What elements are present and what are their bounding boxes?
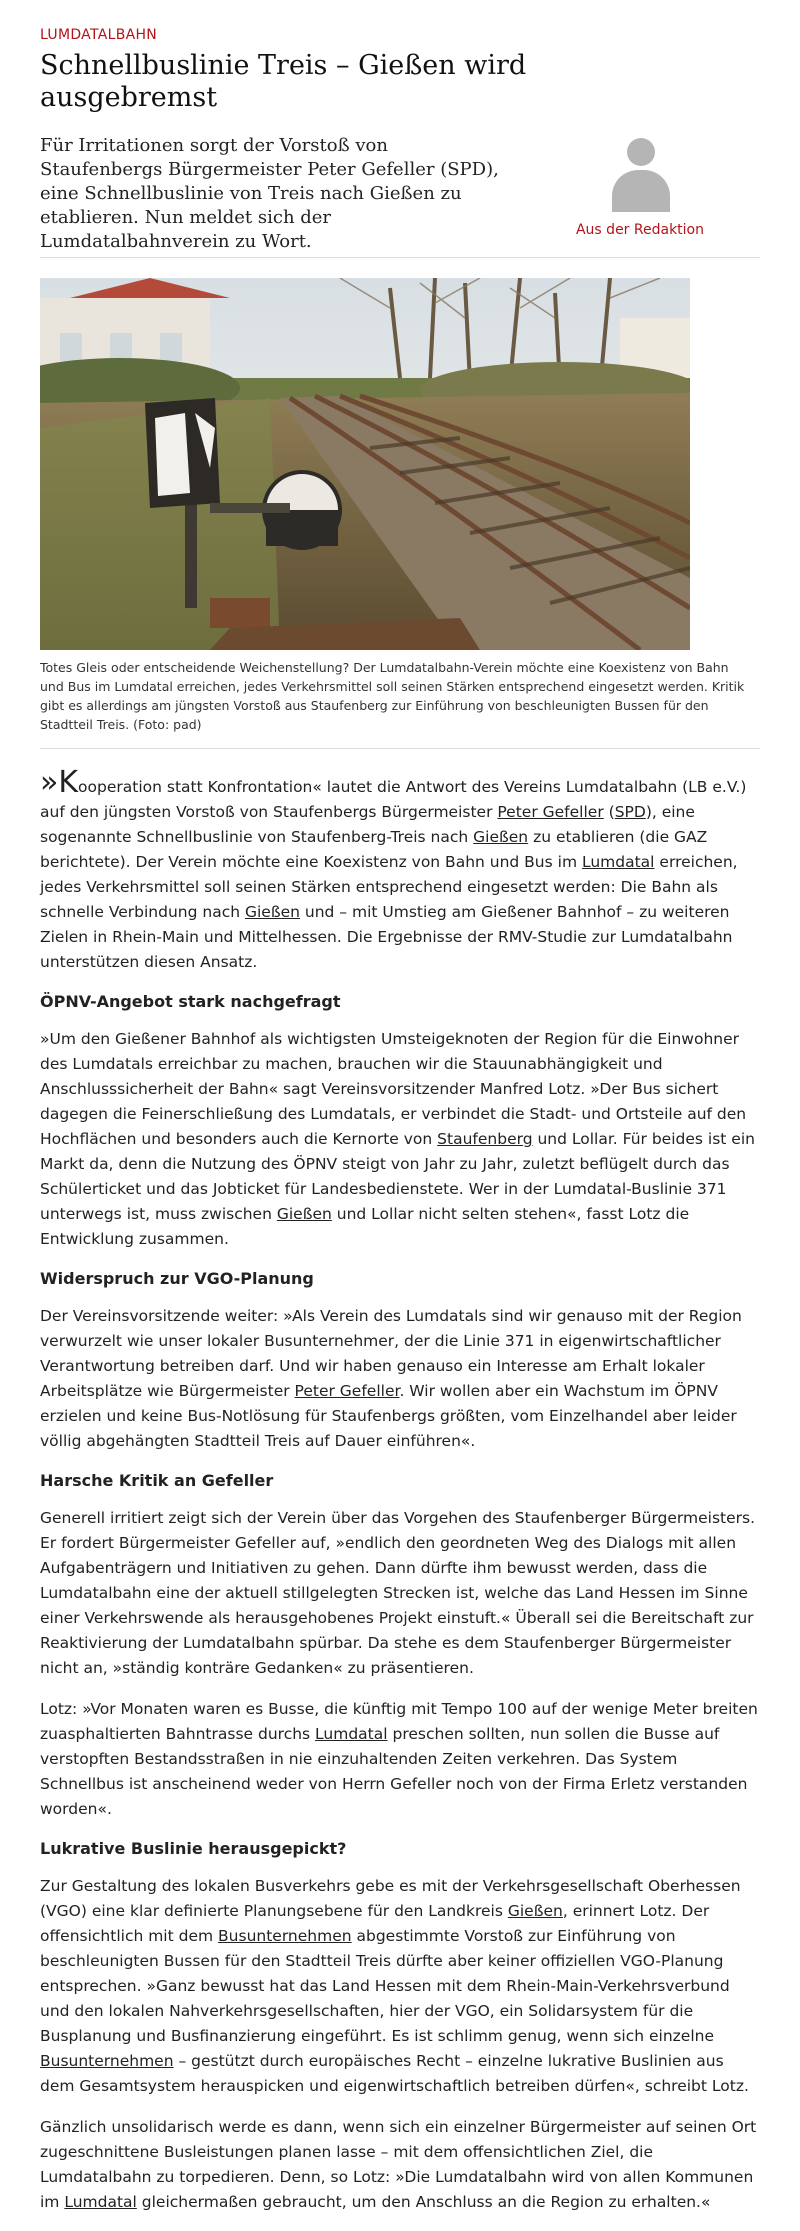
avatar <box>612 138 668 212</box>
link-giessen[interactable]: Gießen <box>244 903 300 921</box>
paragraph: »Um den Gießener Bahnhof als wichtigsten Umsteigeknoten der Region für die Einwohner des Lumdatals erreichbar zu machen, brauchen wir die Stauunabhängigkeit und Anschlusssicherheit der Bahn« sagt Vereinsvorsitzender Manfred Lotz. »Der Bus sichert dagegen die Feinerschließung des Lumdatals, er verbindet die Stadt- und Ortsteile auf den Hochflächen und besonders auch die Kernorte von Staufenberg und Lollar. Für beides ist ein Markt da, denn die Nutzung des ÖPNV steigt von Jahr zu Jahr, zuletzt beflügelt durch das Schülerticket und das Jobticket für Landesbedienstete. Wer in der Lumdatal-Buslinie 371 unterwegs ist, muss zwischen Gießen und Lollar nicht selten stehen«, fasst Lotz die Entwicklung zusammen. <box>40 1030 755 1248</box>
paragraph: Generell irritiert zeigt sich der Verein über das Vorgehen des Staufenberger Bürgermeisters. Er fordert Bürgermeister Gefeller auf, »endlich den geordneten Weg des Dialogs mit allen Aufgabenträgern und Initiativen zu gehen. Dann dürfte ihm bewusst werden, dass die Lumdatalbahn eine der aktuell stillgelegten Strecken ist, welche das Land Hessen im Sinne einer Verkehrswende als herausgehobenes Projekt einstuft.« Überall sei die Bereitschaft zur Reaktivierung der Lumdatalbahn spürbar. Da stehe es dem Staufenberger Bürgermeister nicht an, »ständig konträre Gedanken« zu präsentieren. <box>40 1509 756 1677</box>
paragraph: Der Vereinsvorsitzende weiter: »Als Verein des Lumdatals sind wir genauso mit der Region verwurzelt wie unser lokaler Busunternehmer, der die Linie 371 in eigenwirtschaftlicher Verantwortung betreiben darf. Und wir haben genauso ein Interesse am Erhalt lokaler Arbeitsplätze wie Bürgermeister Peter Gefeller. Wir wollen aber ein Wachstum im ÖPNV erzielen und keine Bus-Notlösung für Staufenbergs größten, vom Einzelhandel aber leider völlig abgehängten Stadtteil Treis auf Dauer einführen«. <box>40 1307 742 1450</box>
section-heading: Lukrative Buslinie herausgepickt? <box>40 1839 347 1858</box>
link-peter-gefeller[interactable]: Peter Gefeller <box>497 803 604 821</box>
link-giessen[interactable]: Gießen <box>473 828 529 846</box>
kicker: LUMDATALBAHN <box>40 27 158 43</box>
article-body <box>40 765 760 2231</box>
paragraph: Lotz: »Vor Monaten waren es Busse, die künftig mit Tempo 100 auf der wenige Meter breiten zuasphaltierten Bahntrasse durchs Lumdatal preschen sollten, nun sollen die Busse auf verstopften Bestandsstraßen in nie einzuhaltenden Zeiten verkehren. Das System Schnellbus ist anscheinend weder von Herrn Gefeller noch von der Firma Erletz verstanden worden«. <box>40 1700 758 1818</box>
divider <box>40 748 760 749</box>
link-giessen[interactable]: Gießen <box>276 1205 332 1223</box>
link-peter-gefeller[interactable]: Peter Gefeller <box>294 1382 400 1400</box>
image-caption: Totes Gleis oder entscheidende Weichenstellung? Der Lumdatalbahn-Verein möchte eine Koexistenz von Bahn und Bus im Lumdatal erreichen, jedes Verkehrsmittel soll seinen Stärken entsprechend eingesetzt werden. Kritik gibt es allerdings am jüngsten Vorstoß aus Staufenberg zur Einführung von beschleunigten Bussen für den Stadtteil Treis. (Foto: pad) <box>40 660 745 732</box>
link-spd[interactable]: SPD <box>614 803 646 821</box>
dropcap-letter: K <box>58 765 79 800</box>
page-title: Schnellbuslinie Treis – Gießen wird ausgebremst <box>40 50 527 113</box>
section-heading: Harsche Kritik an Gefeller <box>40 1471 274 1490</box>
link-lumdatal[interactable]: Lumdatal <box>315 1725 388 1743</box>
divider <box>40 257 760 258</box>
link-giessen[interactable]: Gießen <box>507 1902 563 1920</box>
section-heading: ÖPNV-Angebot stark nachgefragt <box>40 992 341 1011</box>
link-lumdatal[interactable]: Lumdatal <box>581 853 655 871</box>
paragraph: Gänzlich unsolidarisch werde es dann, wenn sich ein einzelner Bürgermeister auf seinen Ort zugeschnittene Busleistungen planen lasse – mit dem offensichtlichen Ziel, die Lumdatalbahn zu torpedieren. Denn, so Lotz: »Die Lumdatalbahn wird von allen Kommunen im Lumdatal gleichermaßen gebraucht, um den Anschluss an die Region zu erhalten.« <box>40 2118 757 2211</box>
paragraph: Zur Gestaltung des lokalen Busverkehrs gebe es mit der Verkehrsgesellschaft Oberhessen (VGO) eine klar definierte Planungsebene für den Landkreis Gießen, erinnert Lotz. Der offensichtlich mit dem Busunternehmen abgestimmte Vorstoß zur Einführung von beschleunigten Bussen für den Stadtteil Treis dürfte aber keiner offiziellen VGO-Planung entsprechen. »Ganz bewusst hat das Land Hessen mit dem Rhein-Main-Verkehrsverbund und den lokalen Nahverkehrsgesellschaften, hier der VGO, ein Solidarsystem für die Busplanung und Busfinanzierung eingeführt. Es ist schlimm genug, wenn sich einzelne Busunternehmen – gestützt durch europäisches Recht – einzelne lukrative Buslinien aus dem Gesamtsystem herauspicken und eigenwirtschaftlich betreiben dürfen«, schreibt Lotz. <box>40 1877 749 2095</box>
lead-text: Für Irritationen sorgt der Vorstoß von Staufenbergs Bürgermeister Peter Gefeller (SPD), eine Schnellbuslinie von Treis nach Gießen zu etablieren. Nun meldet sich der Lumdatalbahnverein zu Wort. <box>40 135 499 252</box>
link-lumdatal[interactable]: Lumdatal <box>64 2193 137 2211</box>
link-busunternehmen[interactable]: Busunternehmen <box>40 2052 174 2070</box>
author-link[interactable]: Aus der Redaktion <box>575 222 704 238</box>
dropcap-quote: » <box>40 765 59 800</box>
article-photo <box>40 278 690 650</box>
link-staufenberg[interactable]: Staufenberg <box>437 1130 533 1148</box>
link-busunternehmen[interactable]: Busunternehmen <box>218 1927 352 1945</box>
section-heading: Widerspruch zur VGO-Planung <box>40 1269 314 1288</box>
author-box[interactable] <box>570 138 710 238</box>
paragraph: »Kooperation statt Konfrontation« lautet die Antwort des Vereins Lumdatalbahn (LB e.V.) auf den jüngsten Vorstoß von Staufenbergs Bürgermeister Peter Gefeller (SPD), eine sogenannte Schnellbuslinie von Staufenberg-Treis nach Gießen zu etablieren (die GAZ berichtete). Der Verein möchte eine Koexistenz von Bahn und Bus im Lumdatal erreichen, jedes Verkehrsmittel soll seinen Stärken entsprechend eingesetzt werden: Die Bahn als schnelle Verbindung nach Gießen und – mit Umstieg am Gießener Bahnhof – zu weiteren Zielen in Rhein-Main und Mittelhessen. Die Ergebnisse der RMV-Studie zur Lumdatalbahn unterstützen diesen Ansatz. <box>40 765 747 971</box>
